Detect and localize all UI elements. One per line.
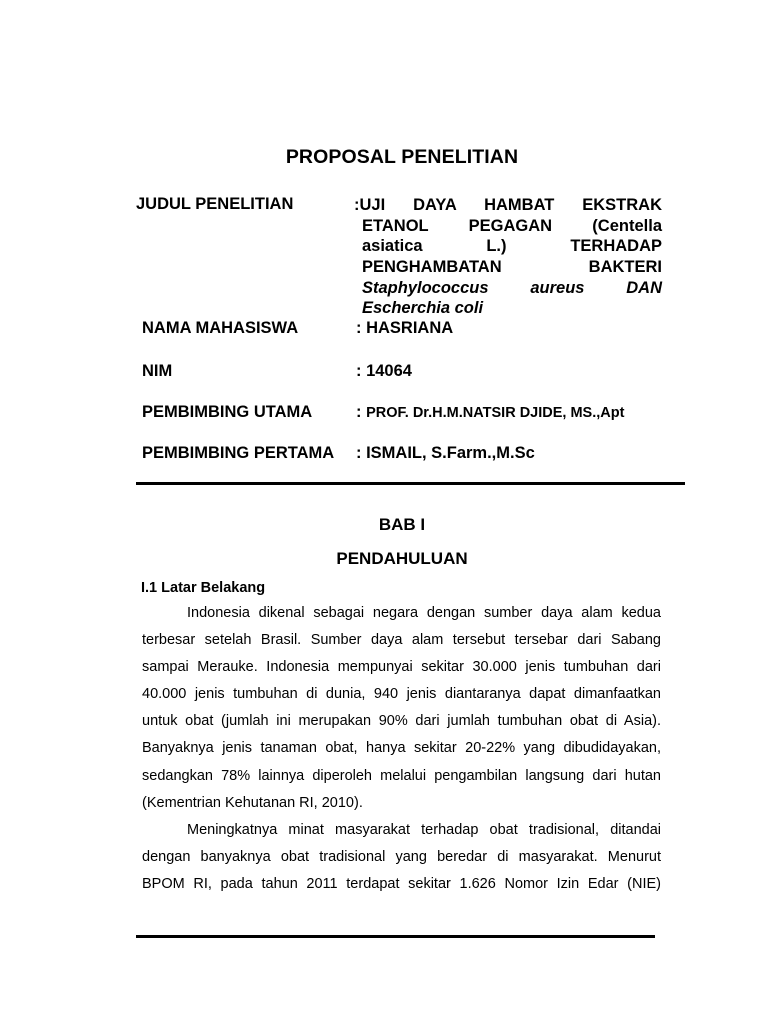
paragraph-1-line: terbesar setelah Brasil. Sumber daya alam tersebut tersebar dari Sabang xyxy=(142,632,661,649)
judul-line-5: Staphylococcus aureus DAN xyxy=(362,278,662,297)
paragraph-1-line: sampai Merauke. Indonesia mempunyai sekitar 30.000 jenis tumbuhan dari xyxy=(142,659,661,676)
paragraph-1-line: sedangkan 78% lainnya diperoleh melalui pengambilan langsung dari hutan xyxy=(142,767,661,784)
nim-label: NIM xyxy=(142,362,173,380)
paragraph-1-line: Banyaknya jenis tanaman obat, hanya sekitar 20-22% yang dibudidayakan, xyxy=(142,740,661,757)
pembimbing-utama-value xyxy=(356,403,624,422)
nim-value: : 14064 xyxy=(356,362,412,380)
paragraph-1-line: Indonesia dikenal sebagai negara dengan sumber daya alam kedua xyxy=(187,605,661,621)
judul-line-6: Escherchia coli xyxy=(362,299,484,318)
judul-line-4: PENGHAMBATAN BAKTERI xyxy=(362,258,662,277)
pembimbing-pertama-value: : ISMAIL, S.Farm.,M.Sc xyxy=(356,444,535,462)
header-divider xyxy=(136,482,685,485)
judul-label: JUDUL PENELITIAN xyxy=(136,195,294,213)
judul-line-3: asiatica L.) TERHADAP xyxy=(362,237,662,256)
nama-value: : HASRIANA xyxy=(356,319,454,337)
paragraph-1-line: (Kementrian Kehutanan RI, 2010). xyxy=(142,794,363,811)
paragraph-2-line: dengan banyaknya obat tradisional yang beredar di masyarakat. Menurut xyxy=(142,849,661,866)
chapter-title: PENDAHULUAN xyxy=(336,549,468,568)
section-heading: I.1 Latar Belakang xyxy=(141,580,266,596)
nama-label: NAMA MAHASISWA xyxy=(142,319,299,337)
judul-line-1: :UJI DAYA HAMBAT EKSTRAK xyxy=(354,196,662,214)
paragraph-1-line: untuk obat (jumlah ini merupakan 90% dari jumlah tumbuhan obat di Asia). xyxy=(142,713,661,730)
judul-line-2: ETANOL PEGAGAN (Centella xyxy=(362,216,662,235)
pembimbing-utama-name: PROF. Dr.H.M.NATSIR DJIDE, MS.,Apt xyxy=(366,405,625,421)
paragraph-2-line: Meningkatnya minat masyarakat terhadap obat tradisional, ditandai xyxy=(187,822,661,838)
paragraph-1-line: 40.000 jenis tumbuhan di dunia, 940 jenis diantaranya dapat dimanfaatkan xyxy=(142,686,661,703)
document-title: PROPOSAL PENELITIAN xyxy=(285,146,519,168)
paragraph-1 xyxy=(142,600,661,817)
chapter-number: BAB I xyxy=(378,515,426,534)
pembimbing-utama-label: PEMBIMBING UTAMA xyxy=(142,403,313,421)
paragraph-2-line: BPOM RI, pada tahun 2011 terdapat sekitar 1.626 Nomor Izin Edar (NIE) xyxy=(142,876,661,893)
paragraph-2 xyxy=(142,817,661,898)
pembimbing-utama-colon: : xyxy=(356,403,367,421)
footer-divider xyxy=(136,935,655,938)
judul-value xyxy=(354,195,662,319)
pembimbing-pertama-label: PEMBIMBING PERTAMA xyxy=(142,444,335,462)
